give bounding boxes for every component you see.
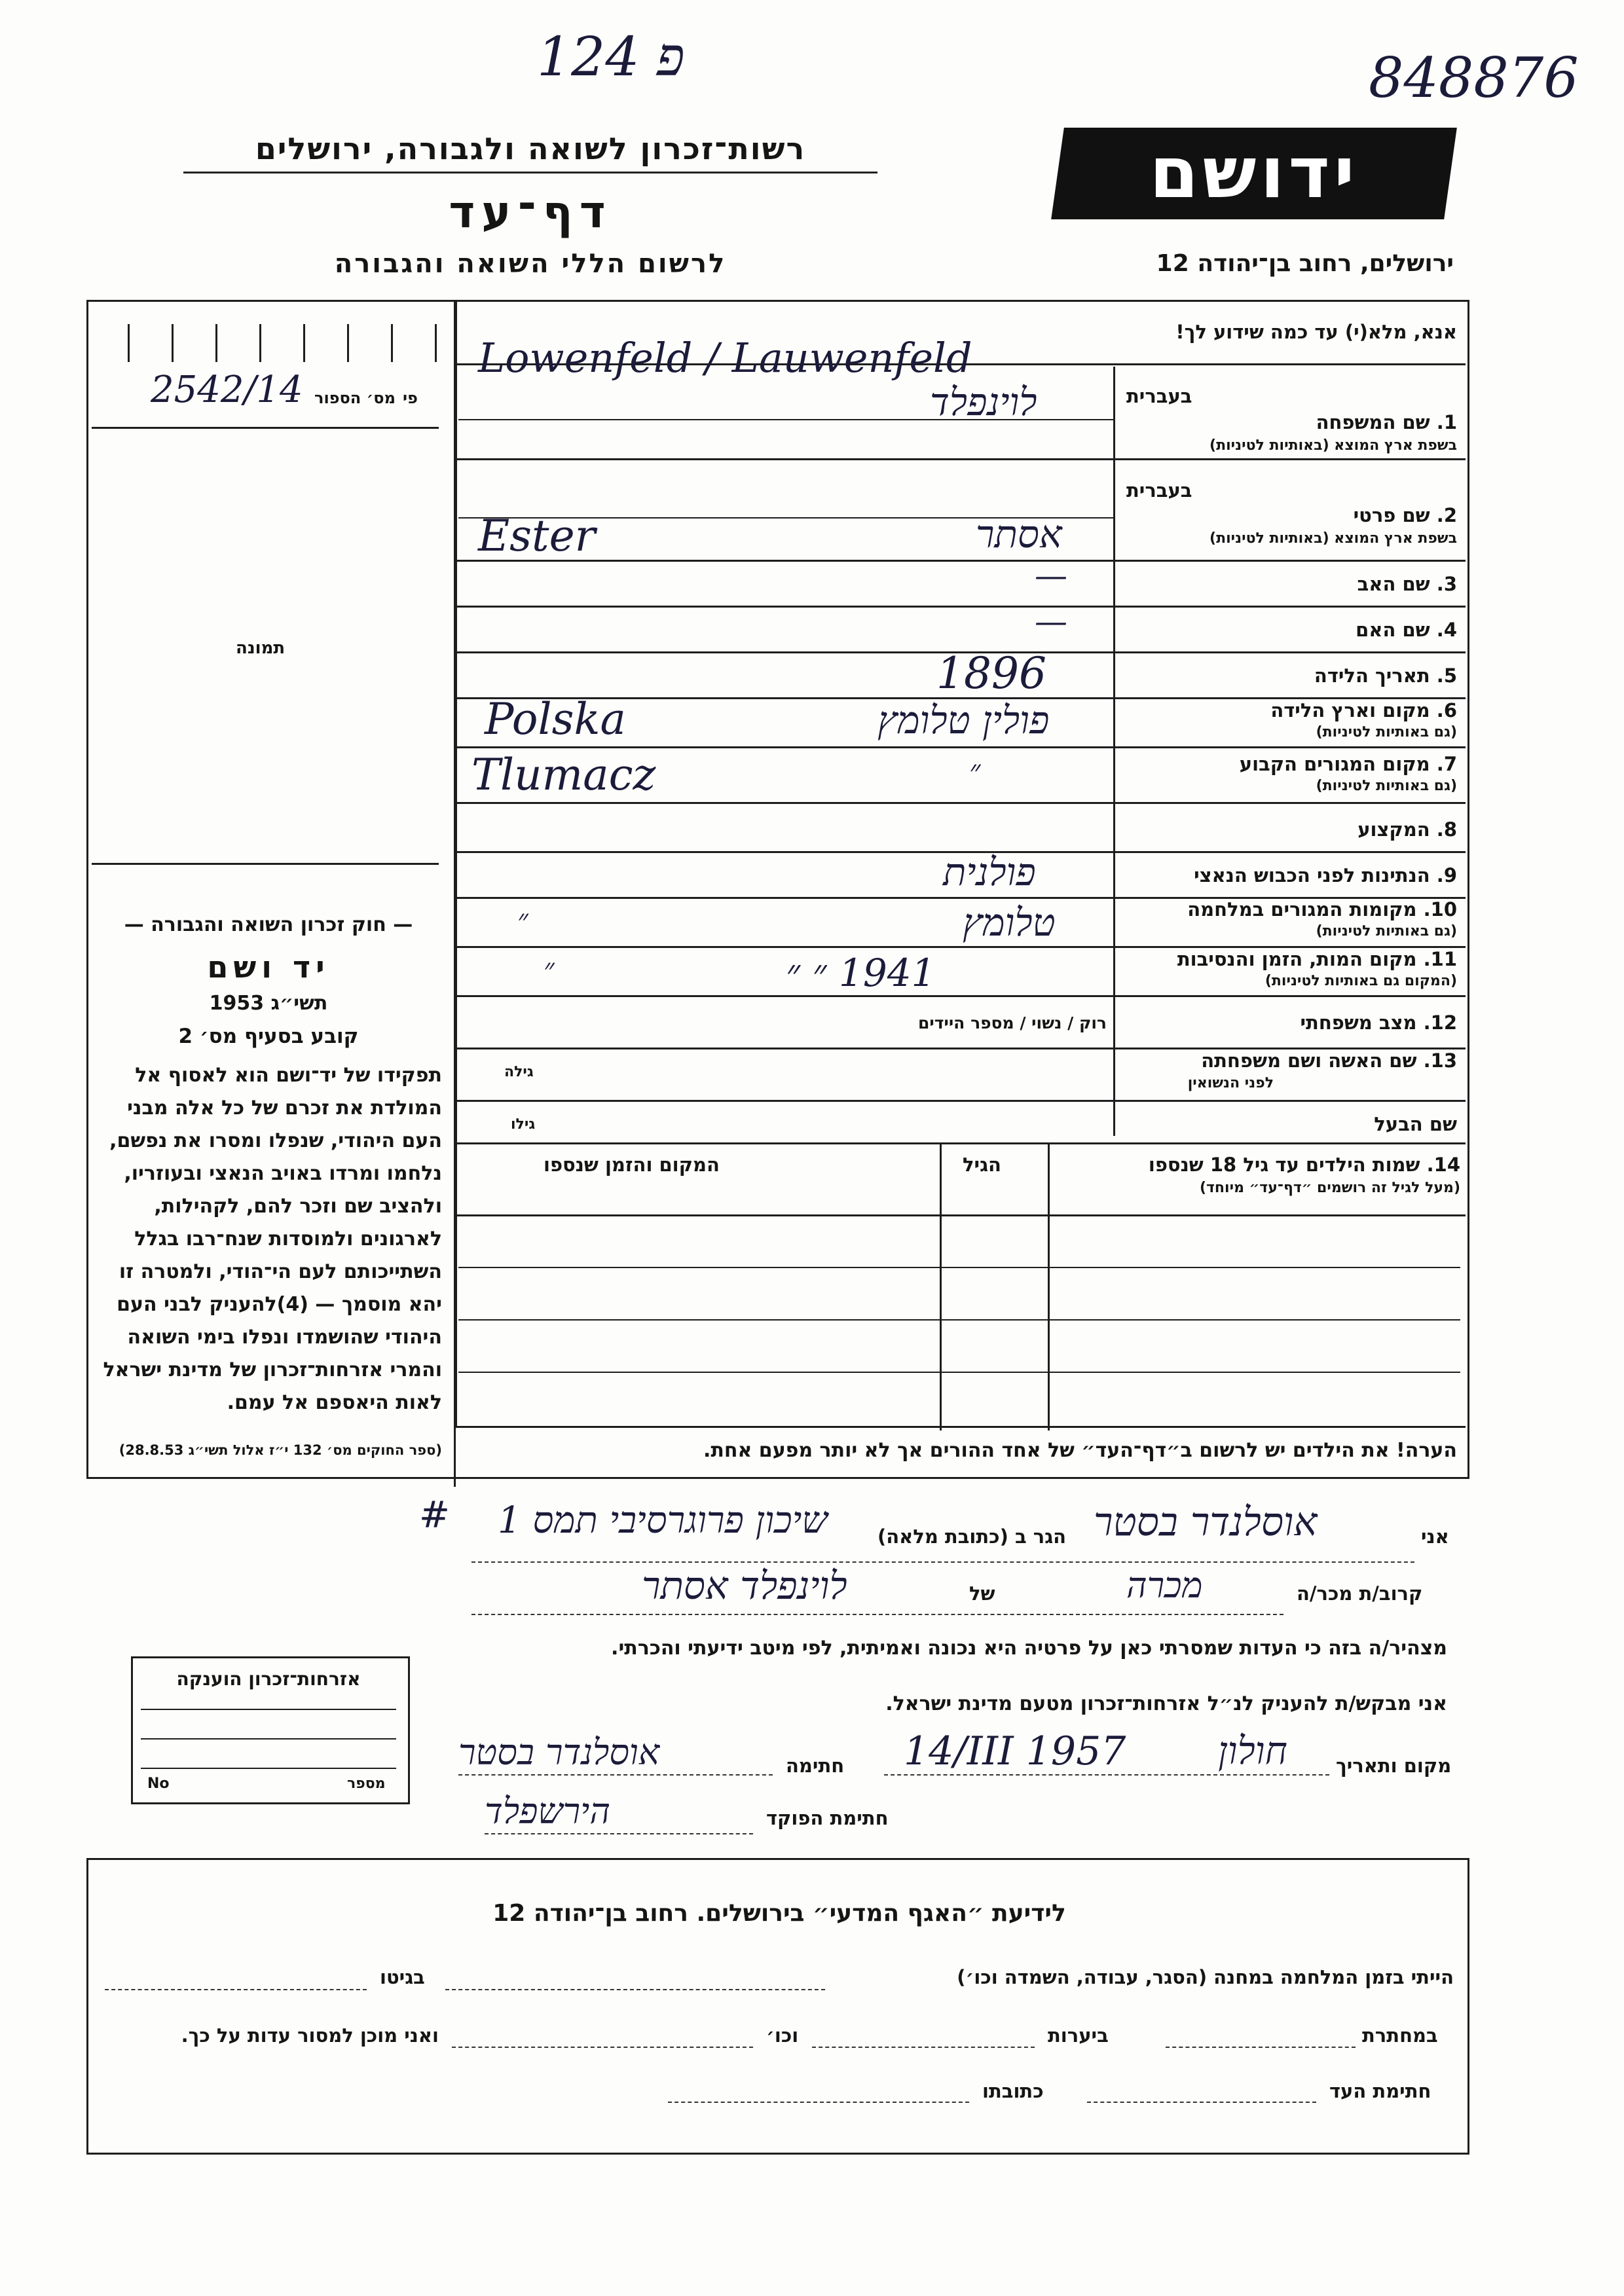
field-1-hebrew-value: לוינפלד (930, 380, 1037, 424)
serial-divider (92, 427, 439, 429)
footer-etc-label: וכו׳ (766, 2024, 799, 2047)
row-line (455, 560, 1466, 562)
law-year: תשי״ג 1953 (209, 992, 328, 1015)
field-5-value: 1896 (936, 648, 1046, 699)
declaration-request: אני מבקש/ת להעניק לנ״ל אזרחות־זכרון מטעם מדינת ישראל. (885, 1692, 1447, 1715)
field-1-sublabel: בשפת ארץ המוצא (באותיות לטיניות) (1209, 437, 1457, 454)
header-underline (183, 172, 877, 173)
declaration-line-2 (471, 1614, 1283, 1615)
place-date-line (884, 1774, 1329, 1776)
officer-signature-line (485, 1833, 753, 1834)
footer-forests-line (812, 2047, 1035, 2048)
yad-vashem-logo: ידושם (1149, 132, 1359, 214)
field-7-label: 7. מקום המגורים הקבוע (1239, 753, 1457, 775)
field-6-latin-value: Polska (485, 694, 626, 744)
page-title: דף־עד (449, 187, 612, 238)
field-7-sublabel: (גם באותיות לטיניות) (1316, 778, 1457, 794)
children-note: הערה! את הילדים יש לרשום ב״דף־העד״ של אחד ההורים אך לא יותר מפעם אחת. (703, 1439, 1457, 1462)
wife-age-label: גילה (504, 1064, 534, 1080)
field-6-sublabel: (גם באותיות לטיניות) (1316, 724, 1457, 740)
row-line (455, 995, 1466, 997)
cert-box-line (141, 1709, 396, 1710)
field-1-latin-value: Lowenfeld / Lauwenfeld (478, 334, 972, 382)
serial-tick-marks (128, 324, 435, 362)
cert-box-line (141, 1768, 396, 1769)
form-intro: אנא, מלא(י) עד כמה שידוע לך! (1175, 321, 1457, 343)
citizenship-box-no: No (147, 1776, 170, 1792)
declaration-line-1 (471, 1561, 1414, 1563)
institution-address: ירושלים, רחוב בן־יהודה 12 (1156, 250, 1454, 277)
field-9-label: 9. הנתינות לפני הכבוש הנאצי (1194, 864, 1457, 886)
declaration-certify: מצהיר/ה בזה כי העדות שמסרתי כאן על פרטיה היא נכונה ואמיתית, לפי מיטב ידיעתי והכרתי. (611, 1637, 1447, 1660)
field-13-label: 13. שם האשה ושם משפחתה (1201, 1049, 1457, 1072)
footer-testify-text: ואני מוכן למסור עדות על כך. (181, 2024, 439, 2047)
field-2-label: 2. שם פרטי (1353, 504, 1457, 526)
field-7-hebrew-value: ״ (969, 753, 981, 788)
label-column-left-border (1113, 367, 1115, 1136)
children-label: 14. שמות הילדים עד גיל 18 שנספו (1148, 1154, 1460, 1176)
signature-line (458, 1774, 773, 1776)
field-2-hebrew-value: אסתר (976, 512, 1062, 556)
law-body: תפקידו של יד־ושם הוא לאסוף אל המולדת את זכרם של כל אלה מבני העם היהודי, שנפלו ומסרו את נפשם, נלחמו ומרדו באויב הנאצי ובעוזריו, ולהציב שם וזכר להם, לקהילות, לארגונים ולמוסדות שנח־רבו בגלל השתייכותם לעם הי־הודי, ולמטרה זו יהא מוסמך — (4)להעניק לבני העם היהודי שהושמדו ונפלו בימי השואה והמרי אזרחות־זכרון של מדינת ישראל לאות היאספם אל עמם. (103, 1064, 442, 1414)
footer-etc-line (452, 2047, 753, 2048)
photo-label: תמונה (236, 638, 286, 658)
field-11-hebrew-value: 1941 ״ ״ (786, 951, 936, 995)
footer-ghetto-label: בגיטו (380, 1966, 425, 1988)
handwritten-document-number: 848876 (1369, 46, 1579, 110)
footer-underground-line (1166, 2047, 1356, 2048)
row-line (455, 1142, 1466, 1144)
field-7-latin-value: Tlumacz (471, 750, 656, 800)
field-1-label: 1. שם המשפחה (1316, 411, 1457, 433)
place-date-label: מקום ותאריך (1336, 1755, 1452, 1777)
field-12-label: 12. מצב משפחתי (1300, 1011, 1457, 1034)
footer-witness-signature-line (1087, 2102, 1316, 2103)
photo-area-bottom (92, 863, 439, 865)
signature-handwritten: אוסלנדר בסטר (458, 1732, 660, 1773)
declarant-address-handwritten: שיכון פרוגרסיבי תמס 1 (498, 1499, 828, 1542)
citizenship-box-title: אזרחות־זכרון הוענקה (176, 1668, 361, 1690)
field-10-latin-value: ״ (517, 903, 528, 937)
signature-label: חתימה (786, 1755, 845, 1777)
date-handwritten: 14/III 1957 (904, 1728, 1126, 1774)
field-11-latin-value: ״ (544, 953, 555, 986)
row-line (455, 746, 1466, 748)
row-line (455, 802, 1466, 804)
footer-camp-label: הייתי בזמן המלחמה במחנה (הסגר, עבודה, השמדה וכו׳) (957, 1966, 1454, 1988)
value-column-left-border (455, 302, 457, 1428)
serial-label: מס׳ הספור (314, 389, 396, 407)
field-10-label: 10. מקומות המגורים במלחמה (1187, 898, 1457, 920)
field-6-label: 6. מקום וארץ הלידה (1270, 699, 1457, 721)
field-4-label: 4. שם האם (1356, 619, 1457, 641)
field-2-sublabel: בשפת ארץ המוצא (באותיות לטיניות) (1209, 530, 1457, 547)
in-hebrew-label-1: בעברית (1126, 385, 1192, 407)
declaration-address-label: הגר ב (כתובת מלאה) (877, 1525, 1067, 1548)
field-5-label: 5. תאריך הלידה (1314, 665, 1457, 687)
cert-box-line (141, 1738, 396, 1740)
officer-signature-handwritten: הירשפלד (485, 1791, 610, 1832)
page-subtitle: לרשום הללי השואה והגבורה (334, 249, 727, 279)
officer-signature-label: חתימת הפוקד (766, 1807, 889, 1829)
field-10-hebrew-value: טלומץ (963, 900, 1056, 945)
field-11-label: 11. מקום המות, הזמן והנסיבות (1177, 948, 1457, 970)
footer-forests-label: ביערות (1048, 2024, 1109, 2047)
relation-of-label: של (969, 1582, 995, 1605)
row-line (455, 458, 1466, 460)
footer-title: לידיעת ״האגף המדעי״ בירושלים. רחוב בן־יהודה 12 (492, 1900, 1066, 1927)
field-6-hebrew-value: פולין טלומץ (877, 698, 1050, 742)
children-table-bottom (455, 1426, 1466, 1428)
law-logo: יד ושם (207, 949, 330, 985)
relation-label: קרוב/ת מכר/ה (1297, 1582, 1423, 1605)
field-11-sublabel: (המקום גם באותיות לטיניות) (1264, 973, 1457, 989)
field-3-value: — (1035, 556, 1067, 594)
children-sublabel: (מעל לגיל זה רושמים ״דף־עד״ מיוחד) (1199, 1180, 1460, 1196)
serial-prefix: פי (403, 389, 418, 407)
field-2-latin-value: Ester (478, 511, 596, 561)
citizenship-box-number-label: מספר (347, 1776, 386, 1792)
field-13-sublabel: לפני הנשואין (1187, 1075, 1274, 1091)
declaration-checkmark: # (419, 1494, 450, 1537)
footer-camp-line (445, 1989, 825, 1990)
field-3-label: 3. שם האב (1357, 573, 1457, 595)
row-line (455, 606, 1466, 608)
col-age-header: הגיל (963, 1154, 1001, 1176)
children-col-divider-2 (940, 1142, 942, 1430)
relation-handwritten: מכרה (1126, 1565, 1203, 1606)
field-8-label: 8. המקצוע (1357, 818, 1457, 841)
field-9-value: פולנית (943, 850, 1036, 894)
husband-name-label: שם הבעל (1374, 1113, 1457, 1135)
law-citation: (ספר החוקים מס׳ 132 י״ז אלול תשי״ג 28.8.53) (119, 1442, 442, 1458)
field-12-options: רוק / נשוי / מספר היידים (918, 1013, 1107, 1032)
place-handwritten: חולון (1218, 1728, 1287, 1773)
footer-underground-label: במחתרת (1362, 2024, 1438, 2047)
footer-address-line (668, 2102, 969, 2103)
declarant-name-handwritten: אוסלנדר בסטר (1094, 1499, 1318, 1545)
serial-number-handwritten: 2542/14 (151, 369, 303, 411)
footer-witness-signature-label: חתימת העד (1329, 2080, 1431, 2102)
footer-address-label: כתובתו (982, 2080, 1044, 2102)
children-row-line (458, 1372, 1460, 1373)
row-line (455, 1100, 1466, 1102)
children-row-line (458, 1267, 1460, 1268)
law-section: קובע בסעיף מס׳ 2 (178, 1025, 359, 1048)
husband-age-label: גילו (511, 1116, 536, 1133)
field-4-value: — (1035, 602, 1067, 640)
handwritten-file-number: 124 פ (537, 26, 685, 88)
law-header: — חוק זכרון השואה והגבורה — (124, 913, 413, 936)
footer-ghetto-line (105, 1989, 367, 1990)
col-place-time-header: המקום והזמן שנספו (544, 1154, 720, 1176)
children-row-line (458, 1319, 1460, 1321)
children-col-divider-1 (1048, 1142, 1050, 1430)
relation-of-handwritten: לוינפלד אסתר (642, 1563, 847, 1608)
declaration-ani: אני (1421, 1525, 1449, 1548)
children-header-line (455, 1214, 1466, 1216)
institution-name: רשות־זכרון לשואה ולגבורה, ירושלים (255, 131, 806, 166)
field-10-sublabel: (גם באותיות לטיניות) (1316, 923, 1457, 939)
in-hebrew-label-2: בעברית (1126, 479, 1192, 501)
